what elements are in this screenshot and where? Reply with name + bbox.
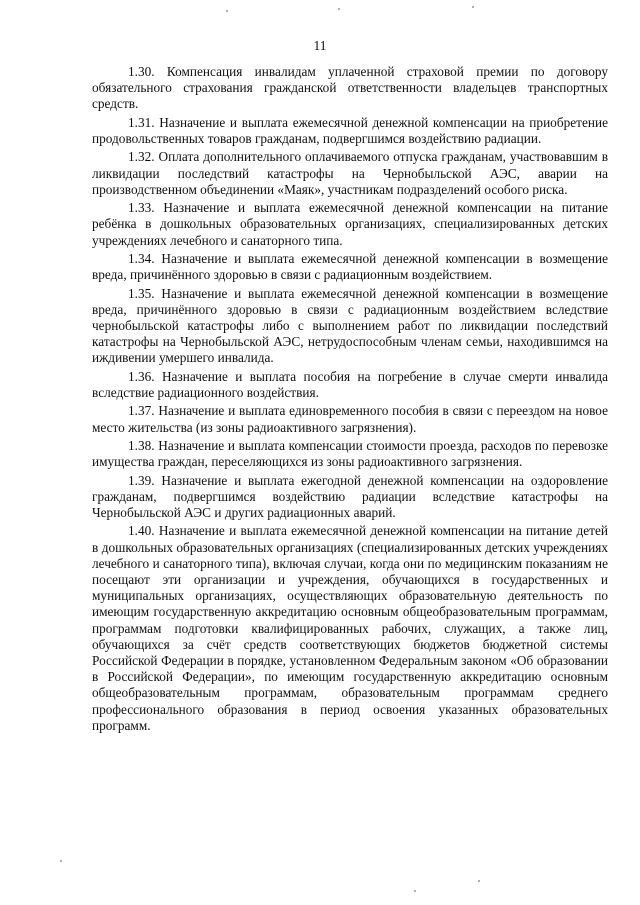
scan-speck <box>226 10 228 12</box>
paragraph-1-35: 1.35. Назначение и выплата ежемесячной денежной компенсации в возмещение вреда, причинённого здоровью в связи с радиационным воздействием вследствие чернобыльской катастрофы либо с выполнением работ по ликвидации последствий катастрофы на Чернобыльской АЭС, нетрудоспособным членам семьи, находившимся на иждивении умершего инвалида. <box>92 285 608 366</box>
paragraph-1-38: 1.38. Назначение и выплата компенсации стоимости проезда, расходов по перевозке имущества граждан, переселяющихся из зоны радиоактивного загрязнения. <box>92 437 608 470</box>
paragraph-1-34: 1.34. Назначение и выплата ежемесячной денежной компенсации в возмещение вреда, причинённого здоровью в связи с радиационным воздействием. <box>92 250 608 283</box>
paragraph-1-40: 1.40. Назначение и выплата ежемесячной денежной компенсации на питание детей в дошкольных образовательных организациях (специализированных детских учреждениях лечебного и санаторного типа), включая случаи, когда они по медицинским показаниям не посещают эти организации и учреждения, обучающихся в государственных и муниципальных организациях, осуществляющих образовательную деятельность по имеющим государственную аккредитацию основным общеобразовательным программам, программам подготовки квалифицированных рабочих, служащих, а также лиц, обучающихся за счёт средств соответствующих бюджетов бюджетной системы Российской Федерации в порядке, установленном Федеральным законом «Об образовании в Российской Федерации», по имеющим государственную аккредитацию основным общеобразовательным программам, образовательным программам среднего профессионального образования в период освоения указанных образовательных программ. <box>92 523 608 733</box>
scan-speck <box>338 8 340 10</box>
page-number: 11 <box>313 38 327 53</box>
paragraph-1-30: 1.30. Компенсация инвалидам уплаченной страховой премии по договору обязательного страхования гражданской ответственности владельцев транспортных средств. <box>92 64 608 112</box>
scan-speck <box>414 890 416 892</box>
document-body <box>92 64 608 736</box>
paragraph-1-39: 1.39. Назначение и выплата ежегодной денежной компенсации на оздоровление гражданам, подвергшимся воздействию радиации вследствие катастрофы на Чернобыльской АЭС и других радиационных аварий. <box>92 472 608 520</box>
scan-speck <box>472 6 474 8</box>
scan-speck <box>60 860 62 862</box>
paragraph-1-36: 1.36. Назначение и выплата пособия на погребение в случае смерти инвалида вследствие радиационного воздействия. <box>92 368 608 400</box>
paragraph-1-37: 1.37. Назначение и выплата единовременного пособия в связи с переездом на новое место жительства (из зоны радиоактивного загрязнения). <box>92 403 608 435</box>
paragraph-1-33: 1.33. Назначение и выплата ежемесячной денежной компенсации на питание ребёнка в дошкольных образовательных организациях, специализированных детских учреждениях лечебного и санаторного типа. <box>92 200 608 248</box>
paragraph-1-32: 1.32. Оплата дополнительного оплачиваемого отпуска гражданам, участвовавшим в ликвидации последствий катастрофы на Чернобыльской АЭС, аварии на производственном объединении «Маяк», участникам подразделений особого риска. <box>92 149 608 197</box>
paragraph-1-31: 1.31. Назначение и выплата ежемесячной денежной компенсации на приобретение продовольственных товаров гражданам, подвергшимся воздействию радиации. <box>92 114 608 146</box>
scan-speck <box>478 880 480 882</box>
